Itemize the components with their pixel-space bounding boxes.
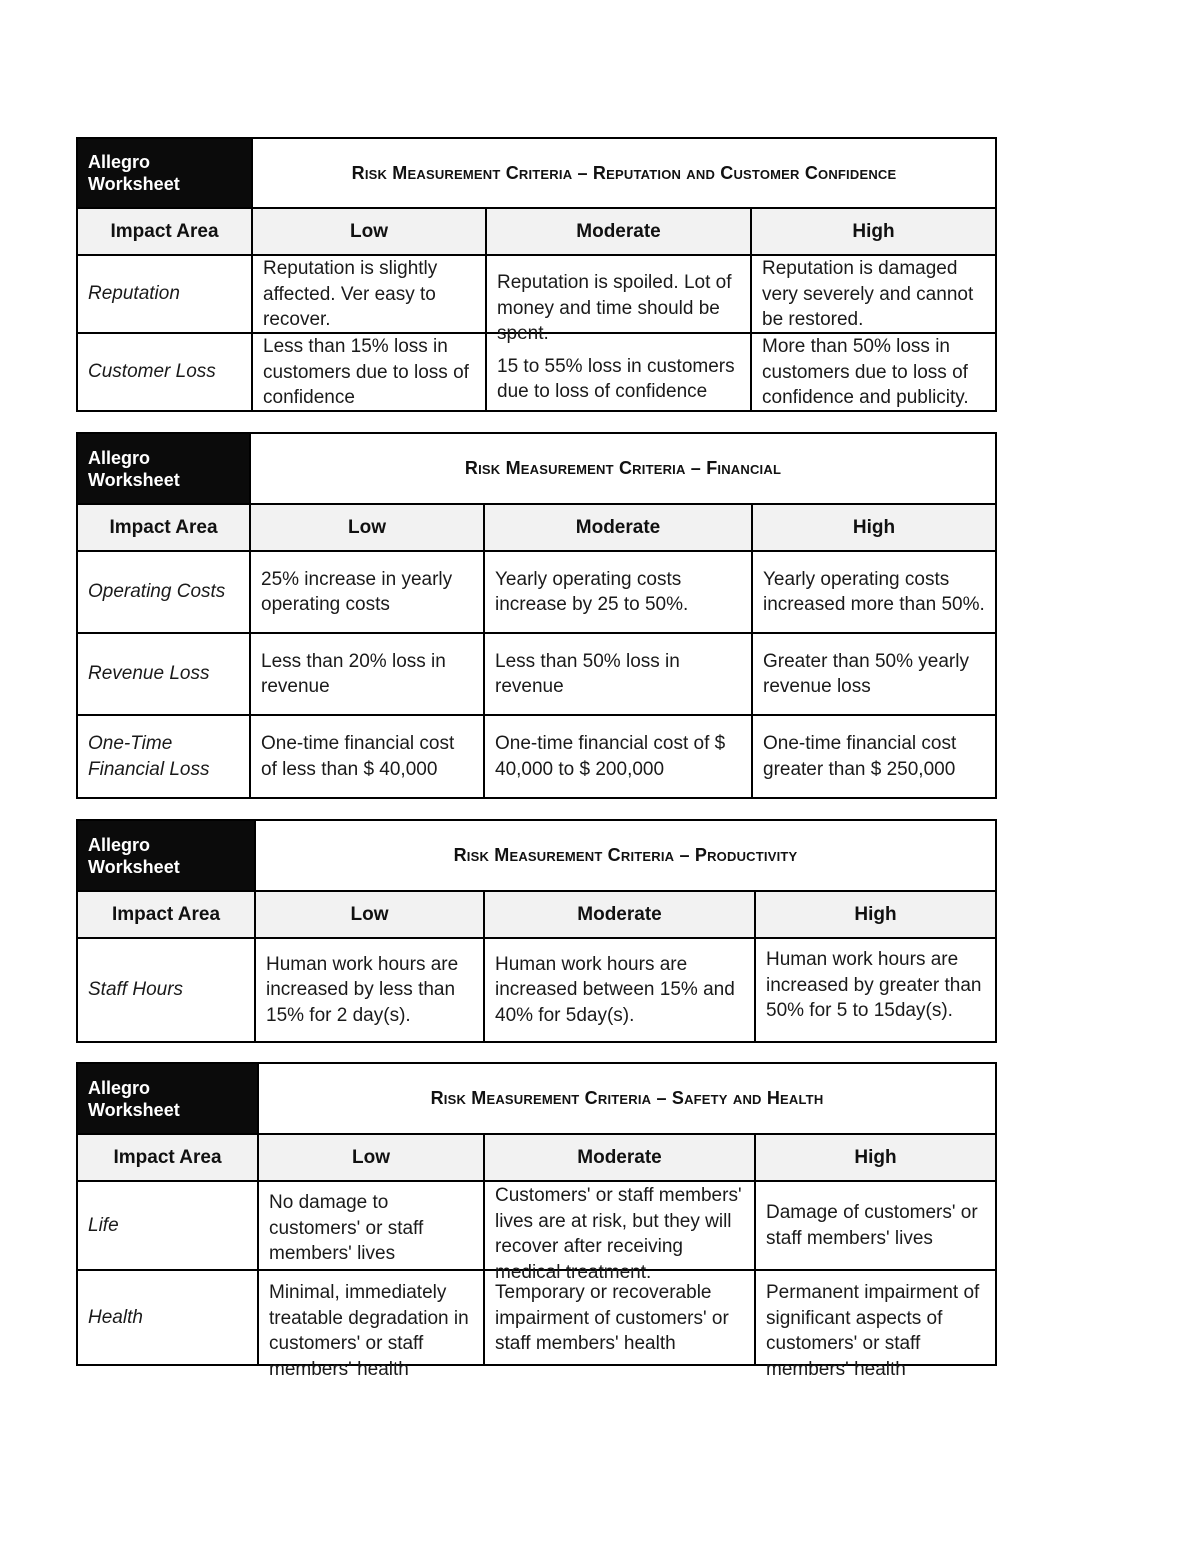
header-impact-area: Impact Area — [77, 1134, 258, 1181]
low-cell: Less than 20% loss in revenue — [250, 633, 484, 715]
table-row — [77, 715, 996, 798]
impact-area-cell: Health — [77, 1270, 258, 1365]
impact-area-cell: Reputation — [77, 255, 252, 333]
high-text: Human work hours are increased by greater than 50% for 5 to 15day(s). — [766, 949, 982, 1021]
moderate-cell: One-time financial cost of $ 40,000 to $ 200,000 — [484, 715, 752, 798]
table-title-text: Risk Measurement Criteria – Safety and Health — [430, 1088, 824, 1108]
table-title-text: Risk Measurement Criteria – Financial — [464, 458, 782, 478]
impact-area-cell: Life — [77, 1181, 258, 1270]
worksheet-label-line: Worksheet — [88, 174, 180, 194]
table-title — [255, 820, 996, 891]
impact-area-cell: Staff Hours — [77, 938, 255, 1042]
impact-area-cell: One-Time Financial Loss — [77, 715, 250, 798]
worksheet-label-line: Allegro — [88, 152, 151, 172]
impact-area-cell: Operating Costs — [77, 551, 250, 633]
worksheet-label-line: Worksheet — [88, 1099, 180, 1120]
low-text: Less than 15% loss in customers due to loss of confidence — [263, 336, 469, 408]
high-cell — [755, 1270, 996, 1380]
impact-area-cell: Revenue Loss — [77, 633, 250, 715]
worksheet-label-line: Allegro — [88, 834, 151, 855]
high-text: More than 50% loss in customers due to loss of confidence and publicity. — [762, 336, 969, 408]
table-row — [77, 1181, 996, 1270]
low-cell: One-time financial cost of less than $ 40,000 — [250, 715, 484, 798]
table-title-text: Risk Measurement Criteria – Productivity — [453, 845, 798, 865]
low-cell: 25% increase in yearly operating costs — [250, 551, 484, 633]
worksheet-label-line: Worksheet — [88, 856, 180, 877]
worksheet-productivity — [76, 819, 997, 1043]
table-row — [77, 1270, 996, 1365]
worksheet-label-line: Worksheet — [88, 469, 180, 490]
table-row — [77, 938, 996, 1042]
moderate-text: Customers' or staff members' lives are at risk, but they will recover after receiving medical treatment. — [495, 1185, 742, 1283]
low-cell — [258, 1270, 484, 1380]
high-cell: Greater than 50% yearly revenue loss — [752, 633, 996, 715]
high-cell — [755, 938, 996, 1042]
low-cell — [252, 255, 486, 333]
moderate-text: Temporary or recoverable impairment of customers' or staff members' health — [495, 1282, 729, 1354]
table-row — [77, 633, 996, 715]
low-cell — [252, 333, 486, 411]
high-cell: One-time financial cost greater than $ 250,000 — [752, 715, 996, 798]
moderate-cell: Yearly operating costs increase by 25 to 50%. — [484, 551, 752, 633]
moderate-text: 15 to 55% loss in customers due to loss of confidence — [497, 355, 735, 402]
moderate-cell: Less than 50% loss in revenue — [484, 633, 752, 715]
header-low: Low — [255, 891, 484, 938]
header-high: High — [751, 208, 996, 255]
high-text: Permanent impairment of significant aspects of customers' or staff members' health — [766, 1282, 980, 1380]
moderate-text: Reputation is spoiled. Lot of money and time should be spent. — [497, 272, 732, 344]
moderate-cell — [484, 1270, 755, 1365]
table-row — [77, 255, 996, 333]
header-low: Low — [258, 1134, 484, 1181]
low-cell — [258, 1181, 484, 1270]
low-text: Reputation is slightly affected. Ver easy to recover. — [263, 258, 438, 330]
high-cell: Yearly operating costs increased more than 50%. — [752, 551, 996, 633]
moderate-cell — [486, 255, 751, 344]
impact-area-cell: Customer Loss — [77, 333, 252, 411]
worksheet-label-line: Allegro — [88, 447, 151, 468]
high-cell — [751, 333, 996, 411]
worksheet-label-line: Allegro — [88, 1077, 151, 1098]
worksheet-safety-health — [76, 1062, 997, 1380]
header-moderate: Moderate — [486, 208, 751, 255]
header-low: Low — [250, 504, 484, 551]
high-text: Reputation is damaged very severely and cannot be restored. — [762, 258, 974, 330]
low-text: No damage to customers' or staff members' lives — [269, 1192, 424, 1265]
table-title — [250, 433, 996, 504]
header-low: Low — [252, 208, 486, 255]
worksheet-label — [77, 138, 252, 208]
header-high: High — [755, 891, 996, 938]
moderate-cell: Human work hours are increased between 15% and 40% for 5day(s). — [484, 938, 755, 1042]
header-impact-area: Impact Area — [77, 208, 252, 255]
header-impact-area: Impact Area — [77, 504, 250, 551]
header-moderate: Moderate — [484, 891, 755, 938]
moderate-cell — [484, 1181, 755, 1283]
high-cell — [751, 255, 996, 333]
table-title — [252, 138, 996, 208]
worksheet-financial — [76, 432, 997, 799]
header-impact-area: Impact Area — [77, 891, 255, 938]
worksheet-reputation — [76, 137, 997, 412]
header-high: High — [755, 1134, 996, 1181]
worksheet-label — [77, 820, 255, 891]
header-high: High — [752, 504, 996, 551]
table-title — [258, 1063, 996, 1134]
worksheet-label — [77, 433, 250, 504]
header-moderate: Moderate — [484, 504, 752, 551]
header-moderate: Moderate — [484, 1134, 755, 1181]
high-cell: Damage of customers' or staff members' lives — [755, 1181, 996, 1270]
low-text: Minimal, immediately treatable degradation in customers' or staff members' health — [269, 1282, 469, 1380]
table-title-text: Risk Measurement Criteria – Reputation and Customer Confidence — [351, 162, 897, 183]
low-cell: Human work hours are increased by less than 15% for 2 day(s). — [255, 938, 484, 1042]
worksheet-label — [77, 1063, 258, 1134]
table-row — [77, 551, 996, 633]
